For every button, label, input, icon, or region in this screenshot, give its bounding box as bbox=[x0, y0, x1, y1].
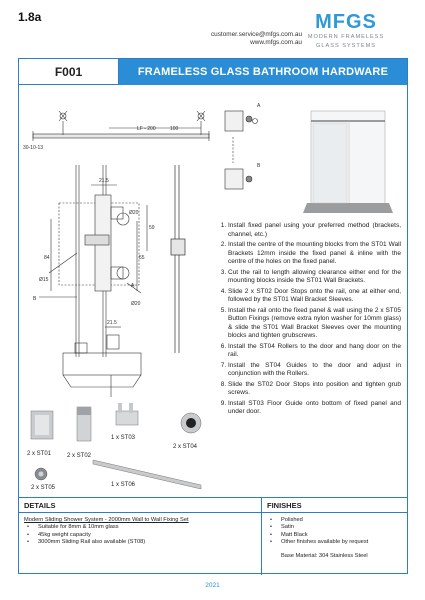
bracket-detail-drawing bbox=[219, 97, 269, 219]
rail-end-dim: 100 bbox=[170, 126, 179, 132]
installation-instructions bbox=[215, 222, 401, 419]
section-label-a: A bbox=[131, 283, 135, 289]
part-label-st04: 2 x ST04 bbox=[173, 444, 198, 450]
part-label-st06: 1 x ST06 bbox=[111, 482, 136, 488]
finish-item: • Polished bbox=[267, 517, 402, 524]
logo-line-1: MODERN FRAMELESS bbox=[307, 34, 385, 40]
part-st06-image bbox=[93, 460, 201, 489]
finish-item: • Matt Black bbox=[267, 532, 402, 539]
door-side-elevation bbox=[171, 165, 185, 353]
section-height-2: 55 bbox=[139, 255, 145, 261]
contact-info bbox=[211, 31, 302, 47]
detail-label-b: B bbox=[257, 163, 261, 169]
brand-logo bbox=[304, 12, 388, 50]
rail-left-dim: 30-10-13 bbox=[23, 145, 44, 151]
page-number: 1.8a bbox=[18, 10, 42, 24]
spec-sheet bbox=[18, 58, 408, 574]
footer-year: 2021 bbox=[205, 582, 220, 589]
detail-label-a: A bbox=[257, 103, 261, 109]
instruction-4: 4. Slide 2 x ST02 Door Stops onto the rail, one at either end, followed by the ST01 Wall Bracket Sleeves. bbox=[228, 288, 401, 305]
instruction-3: 3. Cut the rail to length allowing clearance either end for the mounting blocks inside the ST01 Wall Brackets. bbox=[228, 269, 401, 286]
instruction-5: 5. Install the rail onto the fixed panel & wall using the 2 x ST05 Button Fixings (remove extra nylon washer for 10mm glass) & slide the ST01 Wall Bracket Sleeves over the mounting blocks and tighten grubscrews. bbox=[228, 307, 401, 341]
section-dia-1: Ø20 bbox=[129, 210, 139, 216]
contact-website[interactable]: www.mfgs.com.au bbox=[250, 39, 302, 46]
part-label-st05: 2 x ST05 bbox=[31, 485, 56, 490]
part-label-st01: 2 x ST01 bbox=[27, 451, 52, 457]
details-item: • Suitable for 8mm & 10mm glass bbox=[24, 524, 256, 531]
part-label-st02: 2 x ST02 bbox=[67, 453, 92, 459]
rail-elevation bbox=[33, 111, 209, 141]
details-heading: DETAILS bbox=[19, 498, 261, 513]
section-height-3: 59 bbox=[149, 225, 155, 231]
logo-mark: MFGS bbox=[315, 11, 377, 33]
base-material: Base Material: 304 Stainless Steel bbox=[281, 552, 368, 559]
section-width-dim: 21.5 bbox=[99, 178, 109, 184]
rail-lf-dim: LF - 200 bbox=[137, 126, 156, 132]
instruction-8: 8. Slide the ST02 Door Stops into position and tighten grub screws. bbox=[228, 381, 401, 398]
section-dia-2: Ø15 bbox=[39, 277, 49, 283]
details-section bbox=[19, 498, 262, 575]
instruction-2: 2. Install the centre of the mounting blocks from the ST01 Wall Brackets 12mm inside the fixed panel & inline with the centre of the holes on the fixed panel. bbox=[228, 241, 401, 267]
product-code: F001 bbox=[19, 59, 119, 85]
instruction-9: 9. Install ST03 Floor Guide onto bottom of fixed panel and under door. bbox=[228, 400, 401, 417]
instruction-6: 6. Install the ST04 Rollers to the door and hang door on the rail. bbox=[228, 343, 401, 360]
finish-item: • Other finishes available by request bbox=[267, 539, 402, 546]
floor-guide-drawing bbox=[63, 327, 141, 397]
logo-line-2: GLASS SYSTEMS bbox=[316, 43, 376, 49]
section-dia-3: Ø20 bbox=[131, 301, 141, 307]
specs-footer bbox=[19, 497, 407, 575]
side-section-drawing bbox=[39, 165, 147, 357]
shower-render bbox=[297, 103, 397, 215]
part-st02-image bbox=[77, 407, 91, 441]
part-st04-image bbox=[181, 413, 201, 433]
details-subtitle: Modern Sliding Shower System - 2000mm Wall to Wall Fixing Set bbox=[24, 517, 189, 523]
part-st03-image bbox=[116, 403, 138, 425]
part-st01-image bbox=[31, 411, 53, 439]
finish-item: • Satin bbox=[267, 524, 402, 531]
details-item: • 3000mm Sliding Rail also available (ST08) bbox=[24, 539, 256, 546]
part-st05-image bbox=[35, 468, 47, 480]
guide-width-dim: 21.5 bbox=[107, 320, 117, 326]
technical-drawing bbox=[19, 87, 219, 490]
instruction-7: 7. Install the ST04 Guides to the door and adjust in conjunction with the Rollers. bbox=[228, 362, 401, 379]
product-title: FRAMELESS GLASS BATHROOM HARDWARE bbox=[119, 59, 407, 85]
finishes-heading: FINISHES bbox=[262, 498, 407, 513]
section-label-b: B bbox=[33, 296, 37, 302]
part-label-st03: 1 x ST03 bbox=[111, 435, 136, 441]
details-item: • 45kg weight capacity bbox=[24, 532, 256, 539]
finishes-section bbox=[262, 498, 407, 575]
instruction-1: 1. Install fixed panel using your preferred method (brackets, channel, etc.) bbox=[228, 222, 401, 239]
contact-email[interactable]: customer.service@mfgs.com.au bbox=[210, 31, 302, 38]
section-height-1: 84 bbox=[44, 255, 50, 261]
